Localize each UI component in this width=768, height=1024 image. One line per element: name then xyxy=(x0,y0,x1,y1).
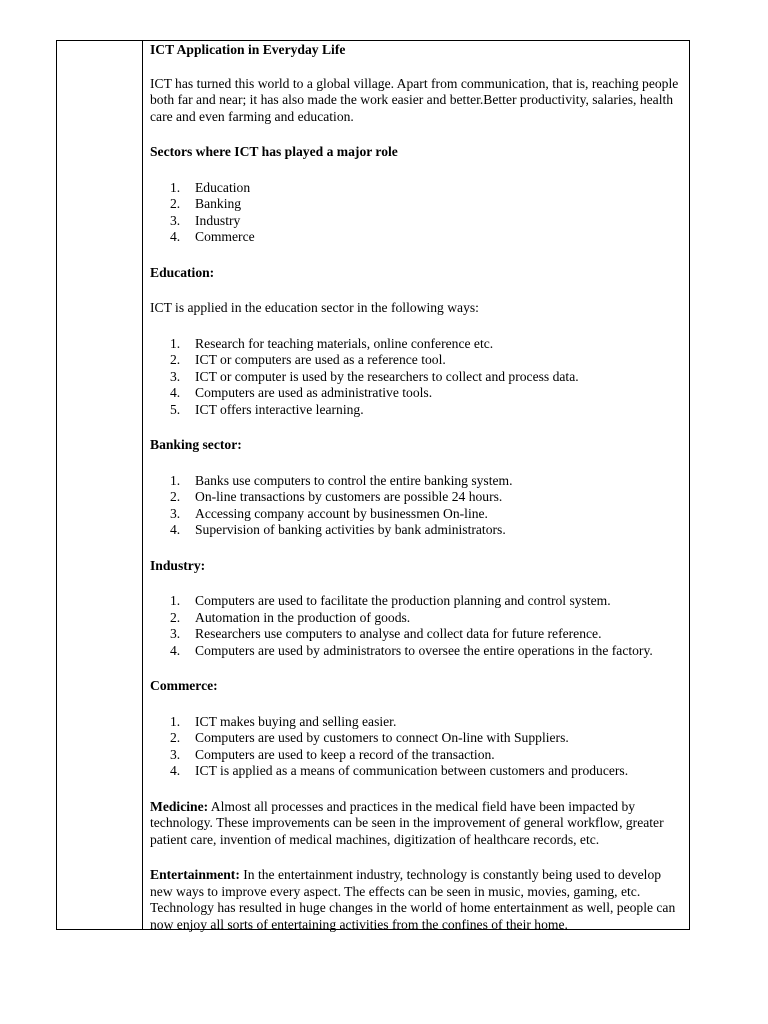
education-list xyxy=(150,336,680,419)
list-item: 5. ICT offers interactive learning. xyxy=(170,401,364,417)
intro-paragraph: ICT has turned this world to a global village. Apart from communication, that is, reaching people both far and near; it has also made the work easier and better.Better productivity, salaries, health care and even farming and education. xyxy=(150,75,679,124)
entertainment-text: In the entertainment industry, technology is constantly being used to develop new ways to improve every aspect. The effects can be seen in music, movies, gaming, etc. Technology has resulted in huge changes in the world of home entertainment as well, people can now enjoy all sorts of entertaining activities from the confines of their home. xyxy=(150,867,676,932)
left-margin-cell xyxy=(57,41,143,929)
list-item: 3. Computers are used to keep a record of the transaction. xyxy=(170,746,495,762)
page-title: ICT Application in Everyday Life xyxy=(150,42,346,57)
content-cell xyxy=(150,41,680,933)
list-item: 3. ICT or computer is used by the researchers to collect and process data. xyxy=(170,368,579,384)
list-item: 4. Supervision of banking activities by bank administrators. xyxy=(170,522,506,537)
list-item: 2. Automation in the production of goods. xyxy=(170,609,411,625)
list-item: 1. Banks use computers to control the entire banking system. xyxy=(170,472,513,488)
commerce-heading: Commerce: xyxy=(150,678,218,693)
list-item: 1. ICT makes buying and selling easier. xyxy=(170,713,397,729)
list-item: 2. Computers are used by customers to connect On-line with Suppliers. xyxy=(170,730,569,745)
medicine-text: Almost all processes and practices in the medical field have been impacted by technology. These improvements can be seen in the improvement of general workflow, greater patient care, invention of medical machines, digitization of healthcare records, etc. xyxy=(150,798,664,847)
education-intro: ICT is applied in the education sector in the following ways: xyxy=(150,300,479,315)
list-item: 3. Industry xyxy=(170,212,241,228)
sectors-heading: Sectors where ICT has played a major role xyxy=(150,144,398,159)
banking-list xyxy=(150,473,680,539)
entertainment-lead: Entertainment: xyxy=(150,867,240,882)
list-item: 2. Banking xyxy=(170,196,242,211)
list-item: 2. ICT or computers are used as a reference tool. xyxy=(170,352,446,367)
sectors-list xyxy=(150,180,680,246)
industry-heading: Industry: xyxy=(150,557,206,573)
banking-heading: Banking sector: xyxy=(150,437,242,452)
education-heading: Education: xyxy=(150,264,215,280)
list-item: 4. Computers are used by administrators to oversee the entire operations in the factory. xyxy=(170,642,653,658)
list-item: 4. ICT is applied as a means of communication between customers and producers. xyxy=(170,763,629,778)
commerce-list xyxy=(150,714,680,780)
list-item: 1. Education xyxy=(170,179,251,195)
medicine-lead: Medicine: xyxy=(150,798,209,814)
list-item: 1. Research for teaching materials, online conference etc. xyxy=(170,335,494,351)
entertainment-paragraph xyxy=(150,867,680,933)
list-item: 3. Accessing company account by businessmen On-line. xyxy=(170,505,488,521)
list-item: 3. Researchers use computers to analyse and collect data for future reference. xyxy=(170,626,602,641)
document-table xyxy=(56,40,690,930)
list-item: 2. On-line transactions by customers are possible 24 hours. xyxy=(170,489,503,504)
medicine-paragraph xyxy=(150,799,680,849)
list-item: 4. Commerce xyxy=(170,229,255,244)
industry-list xyxy=(150,593,680,659)
list-item: 4. Computers are used as administrative tools. xyxy=(170,385,433,400)
list-item: 1. Computers are used to facilitate the production planning and control system. xyxy=(170,593,611,608)
